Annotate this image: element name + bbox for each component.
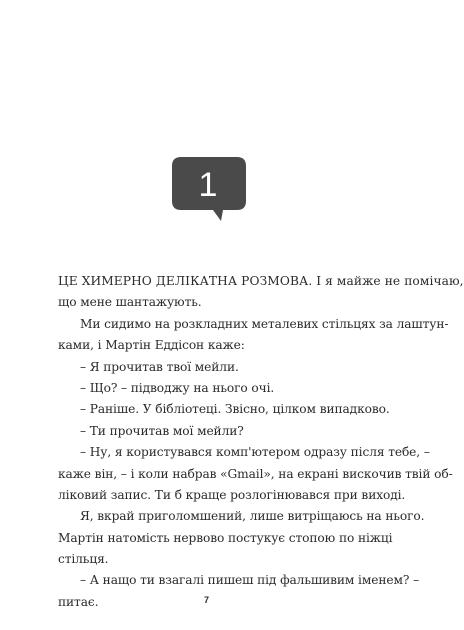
text-line: – Ти прочитав мої мейли? bbox=[80, 423, 244, 438]
text-line: – Раніше. У бібліотеці. Звісно, цілком випадково. bbox=[80, 402, 390, 417]
text-line: ками, і Мартін Еддісон каже: bbox=[58, 338, 245, 353]
body-text bbox=[58, 271, 464, 613]
text-line: – Я прочитав твої мейли. bbox=[80, 359, 239, 374]
text-line: стільця. bbox=[58, 552, 109, 567]
text-line: – Ну, я користувався комп'ютером одразу після тебе, – bbox=[80, 445, 430, 460]
text-line: Я, вкрай приголомшений, лише витріщаюсь на нього. bbox=[80, 509, 425, 524]
text-line: питає. bbox=[58, 594, 99, 609]
text-line: – А нащо ти взагалі пишеш під фальшивим іменем? – bbox=[80, 573, 420, 588]
text-line: ЦЕ ХИМЕРНО ДЕЛІКАТНА РОЗМОВА. І я майже не помічаю, bbox=[58, 274, 464, 288]
text-line: Мартін натомість нервово постукує стопою по ніжці bbox=[58, 530, 393, 545]
page-number: 7 bbox=[203, 595, 209, 605]
text-line: що мене шантажують. bbox=[58, 295, 202, 310]
chapter-number: 1 bbox=[198, 166, 218, 204]
chapter-badge bbox=[171, 154, 251, 224]
text-line: каже він, – і коли набрав «Gmail», на екрані вискочив твій об- bbox=[58, 466, 453, 481]
text-line: – Що? – підводжу на нього очі. bbox=[80, 380, 275, 395]
text-line: Ми сидимо на розкладних металевих стільцях за лаштун- bbox=[80, 316, 449, 331]
text-line: ліковий запис. Ти б краще розлогінювався при виході. bbox=[58, 487, 406, 502]
